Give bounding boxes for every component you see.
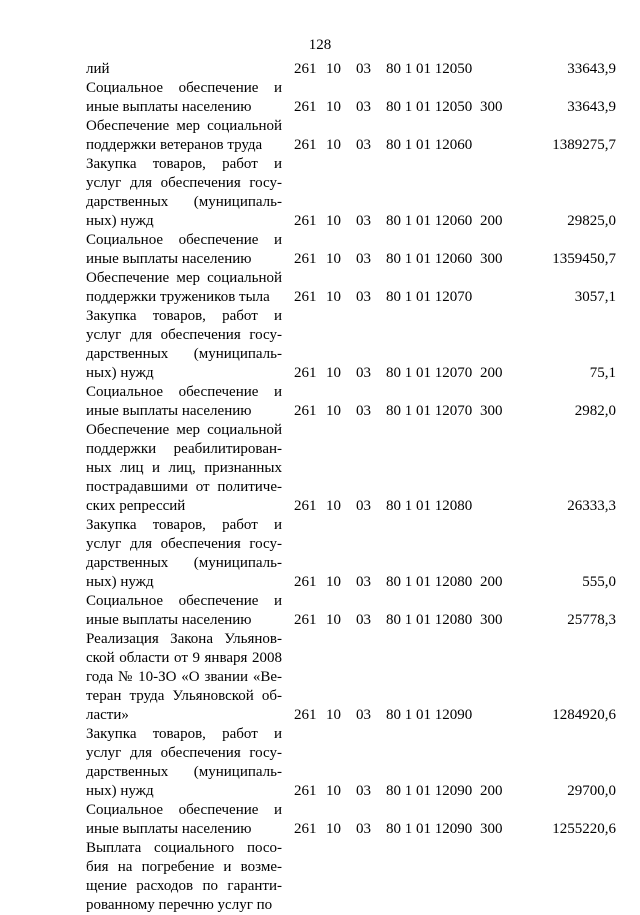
description-line: Закупка товаров, работ и xyxy=(86,156,282,172)
table-row xyxy=(86,801,616,839)
description-line: услуг для обеспечения госу- xyxy=(86,327,282,343)
description-line: бия на погребение и возме- xyxy=(86,859,282,875)
amount: 1389275,7 xyxy=(552,137,616,153)
target-article-code: 80 1 01 12080 xyxy=(386,574,473,590)
row-description xyxy=(86,117,282,155)
amount: 33643,9 xyxy=(567,61,616,77)
description-line: поддержки тружеников тыла xyxy=(86,289,270,305)
row-codes xyxy=(294,573,616,592)
target-article-code: 80 1 01 12070 xyxy=(386,403,473,419)
amount: 29700,0 xyxy=(567,783,616,799)
target-article-code: 80 1 01 12060 xyxy=(386,251,473,267)
subsection-code: 03 xyxy=(356,61,371,77)
amount: 26333,3 xyxy=(567,498,616,514)
table-row xyxy=(86,269,616,307)
row-description xyxy=(86,725,282,801)
ministry-code: 261 xyxy=(294,61,317,77)
expense-type-code: 300 xyxy=(480,99,503,115)
amount: 25778,3 xyxy=(567,612,616,628)
description-line: Реализация Закона Ульянов- xyxy=(86,631,282,647)
amount: 3057,1 xyxy=(574,289,616,305)
description-line: дарственных (муниципаль- xyxy=(86,194,282,210)
description-line: услуг для обеспечения госу- xyxy=(86,536,282,552)
subsection-code: 03 xyxy=(356,403,371,419)
budget-table xyxy=(86,60,616,915)
target-article-code: 80 1 01 12080 xyxy=(386,498,473,514)
row-codes xyxy=(294,98,616,117)
expense-type-code: 200 xyxy=(480,365,503,381)
row-description xyxy=(86,383,282,421)
description-line: поддержки реабилитирован- xyxy=(86,441,282,457)
row-description xyxy=(86,307,282,383)
expense-type-code: 200 xyxy=(480,574,503,590)
row-codes xyxy=(294,706,616,725)
description-line: Социальное обеспечение и xyxy=(86,80,282,96)
table-row xyxy=(86,725,616,801)
description-line: рованному перечню услуг по xyxy=(86,897,273,913)
table-row xyxy=(86,60,616,79)
table-row xyxy=(86,839,616,915)
target-article-code: 80 1 01 12070 xyxy=(386,365,473,381)
description-line: ных) нужд xyxy=(86,365,154,381)
row-description xyxy=(86,231,282,269)
amount: 1255220,6 xyxy=(552,821,616,837)
ministry-code: 261 xyxy=(294,365,317,381)
section-code: 10 xyxy=(326,707,341,723)
row-description xyxy=(86,269,282,307)
description-line: Обеспечение мер социальной xyxy=(86,270,282,286)
description-line: иные выплаты населению xyxy=(86,612,252,628)
expense-type-code: 300 xyxy=(480,821,503,837)
target-article-code: 80 1 01 12060 xyxy=(386,213,473,229)
subsection-code: 03 xyxy=(356,612,371,628)
description-line: пострадавшими от политиче- xyxy=(86,479,282,495)
section-code: 10 xyxy=(326,99,341,115)
section-code: 10 xyxy=(326,251,341,267)
row-description xyxy=(86,592,282,630)
ministry-code: 261 xyxy=(294,498,317,514)
row-description xyxy=(86,421,282,516)
target-article-code: 80 1 01 12090 xyxy=(386,821,473,837)
ministry-code: 261 xyxy=(294,612,317,628)
subsection-code: 03 xyxy=(356,498,371,514)
ministry-code: 261 xyxy=(294,99,317,115)
page-number: 128 xyxy=(308,37,332,53)
target-article-code: 80 1 01 12050 xyxy=(386,61,473,77)
expense-type-code: 300 xyxy=(480,403,503,419)
subsection-code: 03 xyxy=(356,289,371,305)
target-article-code: 80 1 01 12050 xyxy=(386,99,473,115)
expense-type-code: 300 xyxy=(480,612,503,628)
ministry-code: 261 xyxy=(294,403,317,419)
ministry-code: 261 xyxy=(294,574,317,590)
description-line: дарственных (муниципаль- xyxy=(86,346,282,362)
subsection-code: 03 xyxy=(356,783,371,799)
description-line: Выплата социального посо- xyxy=(86,840,282,856)
table-row xyxy=(86,383,616,421)
expense-type-code: 300 xyxy=(480,251,503,267)
ministry-code: 261 xyxy=(294,707,317,723)
description-line: Закупка товаров, работ и xyxy=(86,308,282,324)
table-row xyxy=(86,592,616,630)
subsection-code: 03 xyxy=(356,213,371,229)
description-line: Социальное обеспечение и xyxy=(86,384,282,400)
row-description xyxy=(86,60,282,79)
description-line: ных лиц и лиц, признанных xyxy=(86,460,282,476)
ministry-code: 261 xyxy=(294,137,317,153)
section-code: 10 xyxy=(326,289,341,305)
amount: 2982,0 xyxy=(574,403,616,419)
table-row xyxy=(86,117,616,155)
row-codes xyxy=(294,212,616,231)
section-code: 10 xyxy=(326,137,341,153)
table-row xyxy=(86,516,616,592)
row-description xyxy=(86,155,282,231)
expense-type-code: 200 xyxy=(480,213,503,229)
row-description xyxy=(86,839,282,915)
amount: 29825,0 xyxy=(567,213,616,229)
row-codes xyxy=(294,402,616,421)
row-codes xyxy=(294,896,616,915)
description-line: услуг для обеспечения госу- xyxy=(86,175,282,191)
description-line: щение расходов по гаранти- xyxy=(86,878,282,894)
amount: 555,0 xyxy=(582,574,616,590)
table-row xyxy=(86,307,616,383)
description-line: Социальное обеспечение и xyxy=(86,593,282,609)
description-line: Социальное обеспечение и xyxy=(86,802,282,818)
subsection-code: 03 xyxy=(356,574,371,590)
description-line: поддержки ветеранов труда xyxy=(86,137,263,153)
row-codes xyxy=(294,60,616,79)
description-line: дарственных (муниципаль- xyxy=(86,555,282,571)
description-line: иные выплаты населению xyxy=(86,99,252,115)
description-line: Обеспечение мер социальной xyxy=(86,118,282,134)
section-code: 10 xyxy=(326,61,341,77)
description-line: ских репрессий xyxy=(86,498,186,514)
description-line: иные выплаты населению xyxy=(86,821,252,837)
subsection-code: 03 xyxy=(356,707,371,723)
description-line: года № 10-ЗО «О звании «Ве- xyxy=(86,669,282,685)
description-line: услуг для обеспечения госу- xyxy=(86,745,282,761)
target-article-code: 80 1 01 12070 xyxy=(386,289,473,305)
description-line: дарственных (муниципаль- xyxy=(86,764,282,780)
ministry-code: 261 xyxy=(294,251,317,267)
target-article-code: 80 1 01 12090 xyxy=(386,707,473,723)
description-line: Закупка товаров, работ и xyxy=(86,726,282,742)
description-line: ской области от 9 января 2008 xyxy=(86,650,282,666)
row-description xyxy=(86,516,282,592)
ministry-code: 261 xyxy=(294,821,317,837)
description-line: ных) нужд xyxy=(86,213,154,229)
description-line: Закупка товаров, работ и xyxy=(86,517,282,533)
section-code: 10 xyxy=(326,612,341,628)
section-code: 10 xyxy=(326,574,341,590)
table-row xyxy=(86,421,616,516)
ministry-code: 261 xyxy=(294,289,317,305)
row-codes xyxy=(294,136,616,155)
amount: 75,1 xyxy=(589,365,616,381)
ministry-code: 261 xyxy=(294,783,317,799)
subsection-code: 03 xyxy=(356,365,371,381)
row-codes xyxy=(294,250,616,269)
description-line: иные выплаты населению xyxy=(86,251,252,267)
description-line: теран труда Ульяновской об- xyxy=(86,688,282,704)
subsection-code: 03 xyxy=(356,251,371,267)
table-row xyxy=(86,79,616,117)
ministry-code: 261 xyxy=(294,213,317,229)
row-codes xyxy=(294,497,616,516)
row-codes xyxy=(294,820,616,839)
row-description xyxy=(86,79,282,117)
target-article-code: 80 1 01 12080 xyxy=(386,612,473,628)
section-code: 10 xyxy=(326,498,341,514)
description-line: лий xyxy=(86,61,110,77)
row-description xyxy=(86,630,282,725)
subsection-code: 03 xyxy=(356,821,371,837)
amount: 1359450,7 xyxy=(552,251,616,267)
description-line: иные выплаты населению xyxy=(86,403,252,419)
row-codes xyxy=(294,782,616,801)
table-row xyxy=(86,630,616,725)
section-code: 10 xyxy=(326,213,341,229)
description-line: ных) нужд xyxy=(86,574,154,590)
section-code: 10 xyxy=(326,403,341,419)
expense-type-code: 200 xyxy=(480,783,503,799)
row-codes xyxy=(294,611,616,630)
table-row xyxy=(86,231,616,269)
description-line: Социальное обеспечение и xyxy=(86,232,282,248)
section-code: 10 xyxy=(326,783,341,799)
description-line: Обеспечение мер социальной xyxy=(86,422,282,438)
amount: 1284920,6 xyxy=(552,707,616,723)
subsection-code: 03 xyxy=(356,99,371,115)
subsection-code: 03 xyxy=(356,137,371,153)
description-line: ласти» xyxy=(86,707,129,723)
section-code: 10 xyxy=(326,365,341,381)
row-codes xyxy=(294,288,616,307)
section-code: 10 xyxy=(326,821,341,837)
amount: 33643,9 xyxy=(567,99,616,115)
description-line: ных) нужд xyxy=(86,783,154,799)
table-row xyxy=(86,155,616,231)
target-article-code: 80 1 01 12060 xyxy=(386,137,473,153)
target-article-code: 80 1 01 12090 xyxy=(386,783,473,799)
row-description xyxy=(86,801,282,839)
row-codes xyxy=(294,364,616,383)
